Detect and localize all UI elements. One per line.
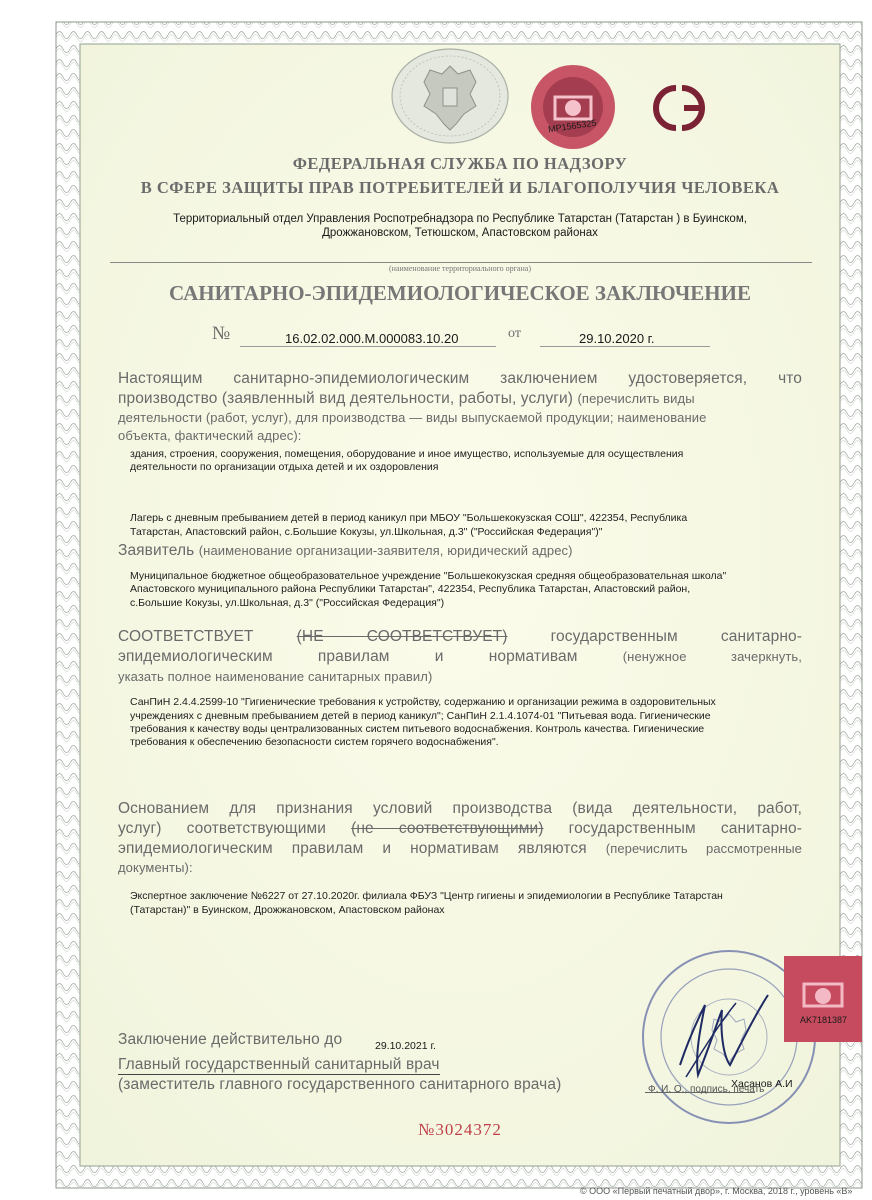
compliance-rest: государственным санитарно- bbox=[550, 628, 802, 645]
object-text-1: здания, строения, сооружения, помещения, оборудование и иное имущество, используемые для осуществления bbox=[130, 448, 684, 460]
basis-line-1: Основанием для признания условий производства (вида деятельности, работ, bbox=[118, 800, 802, 817]
object-text-4: Татарстан, Апастовский район, с.Большие Кокузы, ул.Школьная, д.3" ("Российская Федерация")" bbox=[130, 526, 603, 538]
agency-line-2: В СФЕРЕ ЗАЩИТЫ ПРАВ ПОТРЕБИТЕЛЕЙ И БЛАГОПОЛУЧИЯ ЧЕЛОВЕКА bbox=[140, 178, 780, 197]
compliance-line-2-hint: (ненужное зачеркнуть, bbox=[622, 649, 802, 664]
body-caption: (наименование территориального органа) bbox=[389, 264, 531, 273]
intro-line-4: объекта, фактический адрес): bbox=[118, 428, 302, 443]
hologram-seal bbox=[530, 64, 616, 150]
intro-line-2-hint: (перечислить виды bbox=[577, 391, 695, 406]
basis-line-3-main: эпидемиологическим правилам и нормативам являются bbox=[118, 840, 587, 857]
compliance-struck: (НЕ СООТВЕТСТВУЕТ) bbox=[296, 628, 508, 645]
printer-imprint: © ООО «Первый печатный двор», г. Москва, 2018 г., уровень «В» bbox=[580, 1186, 853, 1196]
validity-label: Заключение действительно до bbox=[118, 1031, 343, 1048]
rules-text-4: требования к обеспечению безопасности систем горячего водоснабжения". bbox=[130, 736, 499, 748]
territorial-body-line-2: Дрожжановском, Тетюшском, Апастовском районах bbox=[322, 227, 598, 239]
compliance-line-2 bbox=[118, 647, 802, 666]
signatory-title: Главный государственный санитарный врач bbox=[118, 1056, 440, 1073]
compliance-verdict: СООТВЕТСТВУЕТ bbox=[118, 628, 254, 645]
document-title: САНИТАРНО-ЭПИДЕМИОЛОГИЧЕСКОЕ ЗАКЛЮЧЕНИЕ bbox=[168, 281, 751, 305]
basis-text-1: Экспертное заключение №6227 от 27.10.2020г. филиала ФБУЗ "Центр гигиены и эпидемиологии в Республике Татарстан bbox=[130, 890, 723, 902]
intro-line-3: деятельности (работ, услуг), для производства — виды выпускаемой продукции; наименование bbox=[118, 410, 707, 425]
certificate-date: 29.10.2020 г. bbox=[579, 331, 655, 346]
intro-line-2 bbox=[118, 389, 802, 408]
applicant-label: Заявитель bbox=[118, 542, 195, 559]
territorial-body-line-1: Территориальный отдел Управления Роспотребнадзора по Республике Татарстан (Татарстан ) в Буинском, bbox=[173, 213, 747, 225]
signatory-caption: Ф. И. О., подпись, печать bbox=[648, 1084, 765, 1095]
signatory-name: Хасанов А.И bbox=[731, 1078, 793, 1090]
agency-line-1: ФЕДЕРАЛЬНАЯ СЛУЖБА ПО НАДЗОРУ bbox=[292, 154, 628, 173]
compliance-line-3: указать полное наименование санитарных правил) bbox=[118, 669, 433, 684]
hologram-bottom-code: AK7181387 bbox=[800, 1015, 848, 1025]
rules-text-2: учреждениях с дневным пребыванием детей в период каникул"; СанПиН 2.1.4.1074-01 "Питьевая вода. Гигиенические bbox=[130, 710, 711, 722]
divider bbox=[110, 262, 812, 263]
certificate-number: 16.02.02.000.М.000083.10.20 bbox=[285, 331, 459, 346]
applicant-hint: (наименование организации-заявителя, юридический адрес) bbox=[198, 543, 573, 558]
hologram-seal-bottom bbox=[784, 956, 862, 1042]
date-from-label: от bbox=[508, 326, 521, 341]
applicant-text-2: Апастовского муниципального района Республики Татарстан", 422354, Республика Татарстан, Апастовский район, bbox=[130, 583, 691, 595]
applicant-text-3: с.Большие Кокузы, ул.Школьная, д.3" ("Российская Федерация") bbox=[130, 597, 445, 609]
basis-line-4: документы): bbox=[118, 860, 193, 875]
basis-line-2-end: государственным санитарно- bbox=[568, 820, 802, 837]
number-label: № bbox=[212, 323, 231, 344]
signatory-deputy: (заместитель главного государственного санитарного врача) bbox=[118, 1076, 562, 1093]
basis-text-2: (Татарстан)" в Буинском, Дрожжановском, Апастовском районах bbox=[130, 904, 445, 916]
number-underline bbox=[240, 346, 496, 347]
conformity-mark-icon bbox=[640, 82, 716, 134]
validity-date: 29.10.2021 г. bbox=[375, 1040, 436, 1052]
rules-text-1: СанПиН 2.4.4.2599-10 "Гигиенические требования к устройству, содержанию и организации режима в оздоровительных bbox=[130, 696, 716, 708]
serial-number: №3024372 bbox=[418, 1120, 502, 1139]
basis-line-2-start: услуг) соответствующими bbox=[118, 820, 327, 837]
date-underline bbox=[540, 346, 710, 347]
intro-line-2-main: производство (заявленный вид деятельности, работы, услуги) bbox=[118, 390, 574, 407]
emblem-icon bbox=[390, 48, 510, 148]
basis-line-3-hint: (перечислить рассмотренные bbox=[605, 841, 803, 856]
basis-struck: (не соответствующими) bbox=[351, 820, 544, 837]
basis-line-3 bbox=[118, 839, 802, 858]
compliance-line-2-main: эпидемиологическим правилам и нормативам bbox=[118, 648, 578, 665]
object-text-2: деятельности по организации отдыха детей и их оздоровления bbox=[130, 461, 439, 473]
intro-line-1: Настоящим санитарно-эпидемиологическим заключением удостоверяется, что bbox=[118, 370, 802, 387]
applicant-text-1: Муниципальное бюджетное общеобразовательное учреждение "Большекокузская средняя общеобразовательная школа" bbox=[130, 570, 727, 582]
hologram-code: MP1565325 bbox=[547, 117, 598, 135]
applicant-line bbox=[118, 541, 573, 560]
basis-line-2 bbox=[118, 819, 802, 838]
rules-text-3: требования к качеству воды централизованных систем питьевого водоснабжения. Контроль качества. Гигиенические bbox=[130, 723, 705, 735]
compliance-line-1 bbox=[118, 627, 802, 646]
object-text-3: Лагерь с дневным пребыванием детей в период каникул при МБОУ "Большекокузская СОШ", 422354, Республика bbox=[130, 512, 688, 524]
